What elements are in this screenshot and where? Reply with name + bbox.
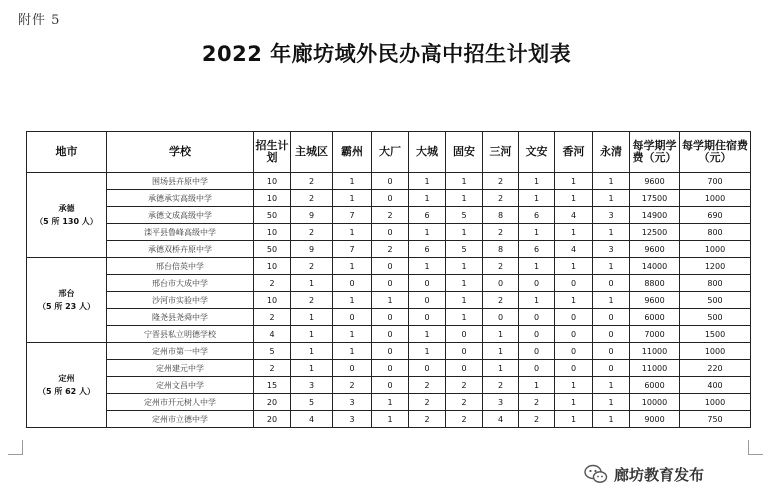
table-row bbox=[27, 258, 751, 275]
header-cell: 招生计划 bbox=[254, 132, 291, 173]
value-cell: 6000 bbox=[630, 309, 680, 326]
value-cell: 1 bbox=[555, 292, 593, 309]
page-corner-mark bbox=[8, 440, 23, 455]
value-cell: 1 bbox=[409, 326, 446, 343]
value-cell: 1 bbox=[291, 309, 333, 326]
value-cell: 1 bbox=[333, 343, 372, 360]
page-title: 2022 年廊坊域外民办高中招生计划表 bbox=[201, 42, 572, 66]
table-row bbox=[27, 224, 751, 241]
header-cell: 固安 bbox=[446, 132, 483, 173]
header-cell: 霸州 bbox=[333, 132, 372, 173]
region-cell bbox=[27, 343, 107, 428]
table-row bbox=[27, 326, 751, 343]
value-cell: 50 bbox=[254, 207, 291, 224]
value-cell: 0 bbox=[555, 326, 593, 343]
header-cell: 香河 bbox=[555, 132, 593, 173]
value-cell: 0 bbox=[446, 326, 483, 343]
table-row bbox=[27, 360, 751, 377]
value-cell: 6 bbox=[519, 241, 555, 258]
school-name-cell: 定州市第一中学 bbox=[107, 343, 254, 360]
value-cell: 1 bbox=[519, 173, 555, 190]
school-name-cell: 邢台市大成中学 bbox=[107, 275, 254, 292]
value-cell: 2 bbox=[483, 258, 519, 275]
table-header-row bbox=[27, 132, 751, 173]
value-cell: 7000 bbox=[630, 326, 680, 343]
header-cell: 文安 bbox=[519, 132, 555, 173]
value-cell: 2 bbox=[446, 377, 483, 394]
value-cell: 8 bbox=[483, 241, 519, 258]
header-cell: 大厂 bbox=[372, 132, 409, 173]
value-cell: 2 bbox=[446, 411, 483, 428]
value-cell: 400 bbox=[680, 377, 751, 394]
region-name: 定州 bbox=[58, 374, 75, 383]
header-cell: 学校 bbox=[107, 132, 254, 173]
value-cell: 17500 bbox=[630, 190, 680, 207]
value-cell: 800 bbox=[680, 275, 751, 292]
value-cell: 2 bbox=[254, 360, 291, 377]
value-cell: 2 bbox=[291, 224, 333, 241]
value-cell: 1 bbox=[593, 394, 630, 411]
value-cell: 1 bbox=[555, 394, 593, 411]
value-cell: 1 bbox=[519, 377, 555, 394]
value-cell: 0 bbox=[555, 343, 593, 360]
value-cell: 15 bbox=[254, 377, 291, 394]
value-cell: 1 bbox=[446, 292, 483, 309]
value-cell: 2 bbox=[409, 411, 446, 428]
value-cell: 10 bbox=[254, 190, 291, 207]
value-cell: 0 bbox=[593, 326, 630, 343]
value-cell: 1 bbox=[593, 173, 630, 190]
value-cell: 1 bbox=[333, 173, 372, 190]
table-row bbox=[27, 241, 751, 258]
value-cell: 1 bbox=[555, 190, 593, 207]
value-cell: 2 bbox=[333, 377, 372, 394]
value-cell: 0 bbox=[333, 309, 372, 326]
region-name: 邢台 bbox=[58, 289, 75, 298]
value-cell: 20 bbox=[254, 394, 291, 411]
table-row bbox=[27, 309, 751, 326]
value-cell: 1 bbox=[333, 224, 372, 241]
value-cell: 800 bbox=[680, 224, 751, 241]
value-cell: 1 bbox=[446, 258, 483, 275]
value-cell: 5 bbox=[446, 241, 483, 258]
value-cell: 1 bbox=[593, 190, 630, 207]
value-cell: 4 bbox=[483, 411, 519, 428]
value-cell: 1 bbox=[446, 190, 483, 207]
attachment-label: 附件 5 bbox=[18, 13, 61, 28]
value-cell: 1 bbox=[483, 360, 519, 377]
value-cell: 9 bbox=[291, 241, 333, 258]
value-cell: 1 bbox=[372, 411, 409, 428]
value-cell: 0 bbox=[593, 309, 630, 326]
value-cell: 700 bbox=[680, 173, 751, 190]
header-cell: 永清 bbox=[593, 132, 630, 173]
value-cell: 0 bbox=[409, 360, 446, 377]
school-name-cell: 定州建元中学 bbox=[107, 360, 254, 377]
value-cell: 0 bbox=[372, 224, 409, 241]
value-cell: 50 bbox=[254, 241, 291, 258]
value-cell: 500 bbox=[680, 292, 751, 309]
value-cell: 2 bbox=[519, 411, 555, 428]
header-cell: 每学期住宿费（元） bbox=[680, 132, 751, 173]
school-name-cell: 承德双桥卉原中学 bbox=[107, 241, 254, 258]
value-cell: 0 bbox=[519, 360, 555, 377]
school-name-cell: 滦平县鲁峰高级中学 bbox=[107, 224, 254, 241]
value-cell: 0 bbox=[372, 275, 409, 292]
value-cell: 1 bbox=[372, 292, 409, 309]
value-cell: 1200 bbox=[680, 258, 751, 275]
value-cell: 1 bbox=[519, 224, 555, 241]
value-cell: 14000 bbox=[630, 258, 680, 275]
value-cell: 1500 bbox=[680, 326, 751, 343]
value-cell: 9 bbox=[291, 207, 333, 224]
value-cell: 3 bbox=[483, 394, 519, 411]
value-cell: 4 bbox=[555, 207, 593, 224]
value-cell: 1 bbox=[519, 258, 555, 275]
value-cell: 1 bbox=[555, 173, 593, 190]
value-cell: 0 bbox=[333, 360, 372, 377]
value-cell: 0 bbox=[372, 326, 409, 343]
value-cell: 2 bbox=[483, 173, 519, 190]
value-cell: 220 bbox=[680, 360, 751, 377]
value-cell: 0 bbox=[372, 360, 409, 377]
value-cell: 1 bbox=[483, 343, 519, 360]
value-cell: 0 bbox=[483, 309, 519, 326]
value-cell: 2 bbox=[254, 309, 291, 326]
value-cell: 0 bbox=[555, 309, 593, 326]
enrollment-plan-table bbox=[26, 131, 751, 428]
value-cell: 750 bbox=[680, 411, 751, 428]
region-count: （5 所 62 人） bbox=[37, 387, 96, 396]
school-name-cell: 围场县卉原中学 bbox=[107, 173, 254, 190]
value-cell: 0 bbox=[372, 377, 409, 394]
value-cell: 2 bbox=[519, 394, 555, 411]
wechat-icon bbox=[584, 463, 608, 485]
value-cell: 1 bbox=[409, 190, 446, 207]
value-cell: 5 bbox=[291, 394, 333, 411]
value-cell: 1 bbox=[593, 292, 630, 309]
value-cell: 2 bbox=[291, 173, 333, 190]
value-cell: 3 bbox=[593, 241, 630, 258]
value-cell: 1 bbox=[409, 343, 446, 360]
value-cell: 1 bbox=[446, 173, 483, 190]
table-row bbox=[27, 190, 751, 207]
value-cell: 2 bbox=[483, 377, 519, 394]
header-cell: 三河 bbox=[483, 132, 519, 173]
header-cell: 大城 bbox=[409, 132, 446, 173]
value-cell: 0 bbox=[593, 343, 630, 360]
value-cell: 2 bbox=[483, 292, 519, 309]
value-cell: 0 bbox=[333, 275, 372, 292]
value-cell: 14900 bbox=[630, 207, 680, 224]
value-cell: 4 bbox=[254, 326, 291, 343]
header-cell: 地市 bbox=[27, 132, 107, 173]
value-cell: 1 bbox=[291, 360, 333, 377]
school-name-cell: 宁晋县私立明德学校 bbox=[107, 326, 254, 343]
header-cell: 每学期学费（元） bbox=[630, 132, 680, 173]
value-cell: 5 bbox=[254, 343, 291, 360]
table-body bbox=[27, 173, 751, 428]
value-cell: 2 bbox=[409, 377, 446, 394]
value-cell: 10 bbox=[254, 224, 291, 241]
watermark-text: 廊坊教育发布 bbox=[614, 465, 705, 484]
value-cell: 2 bbox=[409, 394, 446, 411]
value-cell: 6000 bbox=[630, 377, 680, 394]
school-name-cell: 定州市开元树人中学 bbox=[107, 394, 254, 411]
value-cell: 2 bbox=[291, 292, 333, 309]
school-name-cell: 邢台倍英中学 bbox=[107, 258, 254, 275]
value-cell: 1 bbox=[519, 292, 555, 309]
value-cell: 0 bbox=[409, 275, 446, 292]
value-cell: 1 bbox=[593, 258, 630, 275]
value-cell: 6 bbox=[519, 207, 555, 224]
value-cell: 0 bbox=[519, 275, 555, 292]
table-row bbox=[27, 275, 751, 292]
value-cell: 0 bbox=[372, 309, 409, 326]
value-cell: 500 bbox=[680, 309, 751, 326]
value-cell: 2 bbox=[372, 241, 409, 258]
value-cell: 0 bbox=[409, 309, 446, 326]
value-cell: 10 bbox=[254, 173, 291, 190]
region-cell bbox=[27, 173, 107, 258]
value-cell: 1000 bbox=[680, 343, 751, 360]
table-row bbox=[27, 343, 751, 360]
value-cell: 9600 bbox=[630, 173, 680, 190]
value-cell: 2 bbox=[483, 190, 519, 207]
value-cell: 0 bbox=[372, 258, 409, 275]
school-name-cell: 承德承实高级中学 bbox=[107, 190, 254, 207]
value-cell: 1 bbox=[409, 173, 446, 190]
value-cell: 1 bbox=[555, 258, 593, 275]
value-cell: 0 bbox=[593, 360, 630, 377]
region-cell bbox=[27, 258, 107, 343]
school-name-cell: 承德文成高级中学 bbox=[107, 207, 254, 224]
value-cell: 6 bbox=[409, 207, 446, 224]
value-cell: 1 bbox=[446, 275, 483, 292]
value-cell: 1 bbox=[555, 411, 593, 428]
table-row bbox=[27, 377, 751, 394]
value-cell: 0 bbox=[372, 343, 409, 360]
table-row bbox=[27, 292, 751, 309]
value-cell: 1 bbox=[409, 224, 446, 241]
value-cell: 0 bbox=[555, 275, 593, 292]
value-cell: 2 bbox=[483, 224, 519, 241]
value-cell: 0 bbox=[409, 292, 446, 309]
value-cell: 4 bbox=[291, 411, 333, 428]
value-cell: 1 bbox=[446, 309, 483, 326]
value-cell: 0 bbox=[446, 360, 483, 377]
value-cell: 1000 bbox=[680, 190, 751, 207]
value-cell: 20 bbox=[254, 411, 291, 428]
value-cell: 9000 bbox=[630, 411, 680, 428]
value-cell: 1 bbox=[593, 377, 630, 394]
value-cell: 0 bbox=[483, 275, 519, 292]
table-row bbox=[27, 173, 751, 190]
value-cell: 2 bbox=[446, 394, 483, 411]
value-cell: 0 bbox=[372, 173, 409, 190]
value-cell: 1 bbox=[555, 377, 593, 394]
table-row bbox=[27, 411, 751, 428]
value-cell: 3 bbox=[333, 394, 372, 411]
value-cell: 1000 bbox=[680, 241, 751, 258]
school-name-cell: 沙河市实验中学 bbox=[107, 292, 254, 309]
value-cell: 1 bbox=[333, 190, 372, 207]
value-cell: 10000 bbox=[630, 394, 680, 411]
region-count: （5 所 23 人） bbox=[37, 302, 96, 311]
value-cell: 9600 bbox=[630, 241, 680, 258]
value-cell: 1 bbox=[333, 258, 372, 275]
value-cell: 0 bbox=[593, 275, 630, 292]
value-cell: 8800 bbox=[630, 275, 680, 292]
table-row bbox=[27, 394, 751, 411]
value-cell: 10 bbox=[254, 292, 291, 309]
school-name-cell: 隆尧县尧舜中学 bbox=[107, 309, 254, 326]
value-cell: 1 bbox=[593, 411, 630, 428]
value-cell: 0 bbox=[519, 309, 555, 326]
table-row bbox=[27, 207, 751, 224]
region-count: （5 所 130 人） bbox=[35, 217, 98, 226]
value-cell: 690 bbox=[680, 207, 751, 224]
page-corner-mark bbox=[748, 440, 763, 455]
value-cell: 1 bbox=[291, 275, 333, 292]
value-cell: 11000 bbox=[630, 343, 680, 360]
header-cell: 主城区 bbox=[291, 132, 333, 173]
value-cell: 2 bbox=[291, 258, 333, 275]
value-cell: 0 bbox=[372, 190, 409, 207]
value-cell: 1 bbox=[291, 326, 333, 343]
value-cell: 3 bbox=[333, 411, 372, 428]
value-cell: 7 bbox=[333, 207, 372, 224]
value-cell: 1 bbox=[333, 292, 372, 309]
value-cell: 1000 bbox=[680, 394, 751, 411]
value-cell: 2 bbox=[254, 275, 291, 292]
value-cell: 6 bbox=[409, 241, 446, 258]
school-name-cell: 定州文昌中学 bbox=[107, 377, 254, 394]
value-cell: 1 bbox=[333, 326, 372, 343]
value-cell: 7 bbox=[333, 241, 372, 258]
region-name: 承德 bbox=[58, 204, 75, 213]
value-cell: 1 bbox=[409, 258, 446, 275]
value-cell: 2 bbox=[291, 190, 333, 207]
value-cell: 5 bbox=[446, 207, 483, 224]
value-cell: 0 bbox=[446, 343, 483, 360]
value-cell: 0 bbox=[555, 360, 593, 377]
value-cell: 0 bbox=[519, 326, 555, 343]
value-cell: 12500 bbox=[630, 224, 680, 241]
value-cell: 9600 bbox=[630, 292, 680, 309]
value-cell: 1 bbox=[519, 190, 555, 207]
value-cell: 8 bbox=[483, 207, 519, 224]
value-cell: 11000 bbox=[630, 360, 680, 377]
watermark bbox=[584, 461, 704, 487]
value-cell: 0 bbox=[519, 343, 555, 360]
value-cell: 3 bbox=[291, 377, 333, 394]
value-cell: 4 bbox=[555, 241, 593, 258]
value-cell: 3 bbox=[593, 207, 630, 224]
value-cell: 1 bbox=[483, 326, 519, 343]
value-cell: 1 bbox=[372, 394, 409, 411]
value-cell: 1 bbox=[593, 224, 630, 241]
value-cell: 10 bbox=[254, 258, 291, 275]
value-cell: 2 bbox=[372, 207, 409, 224]
value-cell: 1 bbox=[446, 224, 483, 241]
school-name-cell: 定州市立德中学 bbox=[107, 411, 254, 428]
value-cell: 1 bbox=[555, 224, 593, 241]
value-cell: 1 bbox=[291, 343, 333, 360]
